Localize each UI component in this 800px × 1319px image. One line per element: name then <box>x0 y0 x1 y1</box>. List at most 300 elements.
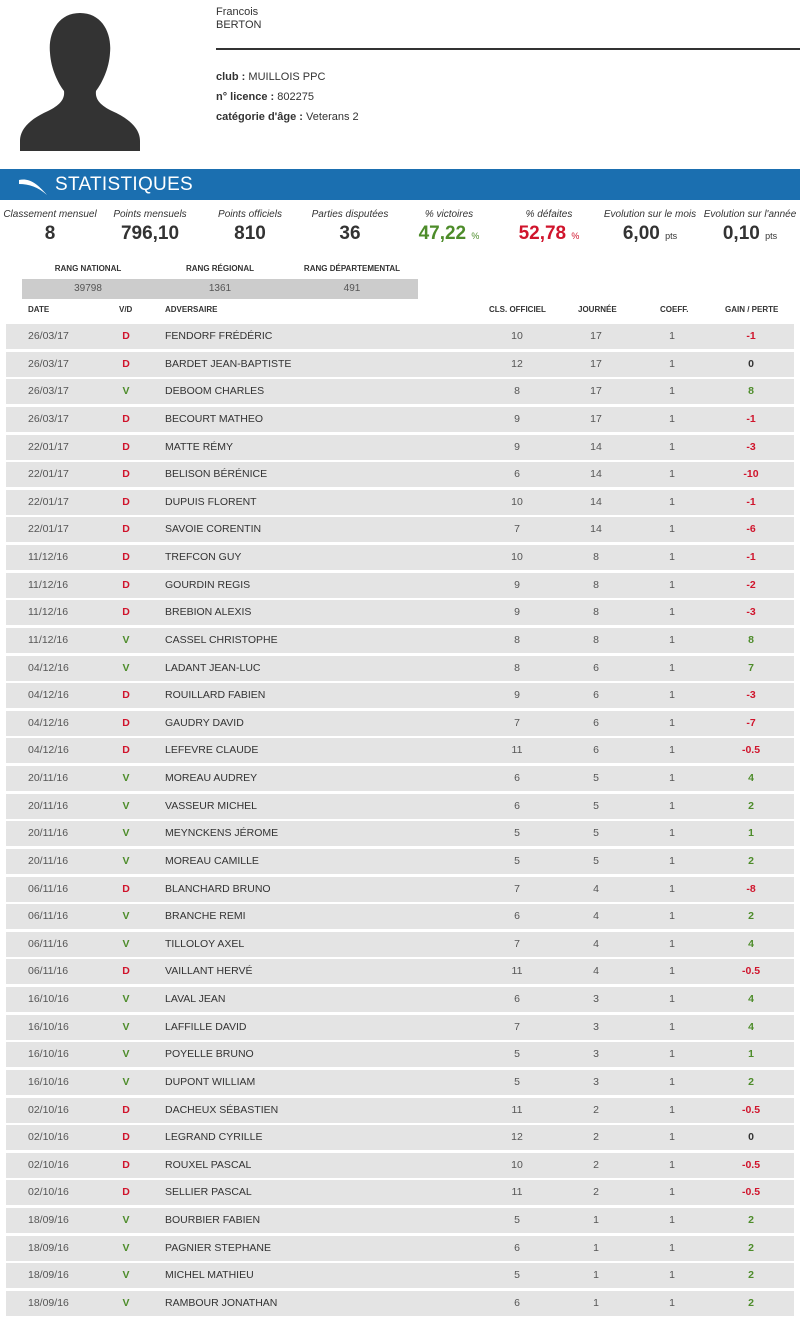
cell-adversaire: MOREAU AUDREY <box>165 772 258 784</box>
table-row <box>6 821 794 846</box>
stat-value <box>499 222 599 246</box>
cell-coeff: 1 <box>669 744 675 757</box>
cell-date: 18/09/16 <box>28 1241 69 1254</box>
cell-date: 16/10/16 <box>28 1075 69 1088</box>
cell-journee: 1 <box>593 1214 599 1226</box>
licence-line <box>216 91 359 111</box>
ranks-headers <box>22 263 418 279</box>
club-line <box>216 71 359 91</box>
cell-adversaire: PAGNIER STEPHANE <box>165 1241 271 1254</box>
stat-label: Points officiels <box>218 209 282 220</box>
cell-date: 18/09/16 <box>28 1214 69 1226</box>
table-row <box>6 1236 794 1261</box>
cell-journee: 4 <box>593 910 599 923</box>
cell-journee: 14 <box>590 468 602 481</box>
cell-journee: 14 <box>590 495 602 508</box>
cell-journee: 14 <box>590 440 602 453</box>
stat-item <box>499 208 599 246</box>
cell-coeff: 1 <box>669 1131 675 1144</box>
rank-national-value: 39798 <box>74 283 102 294</box>
cell-vd: D <box>122 468 130 481</box>
cell-vd: D <box>122 495 130 508</box>
cell-date: 16/10/16 <box>28 993 69 1005</box>
cell-cls-officiel: 7 <box>514 1020 520 1033</box>
cell-gain-perte: -7 <box>746 716 756 729</box>
cell-adversaire: GAUDRY DAVID <box>165 716 244 729</box>
cell-date: 20/11/16 <box>28 854 69 867</box>
stats-summary <box>0 208 800 253</box>
stat-item <box>600 208 700 246</box>
stat-number: 36 <box>339 223 361 244</box>
stat-unit: pts <box>665 231 678 241</box>
cell-coeff: 1 <box>669 495 675 508</box>
table-row <box>6 1125 794 1150</box>
cell-adversaire: DUPUIS FLORENT <box>165 495 257 508</box>
cell-date: 18/09/16 <box>28 1269 69 1282</box>
club-label: club : <box>216 71 246 83</box>
stat-value <box>200 222 300 246</box>
cell-date: 04/12/16 <box>28 716 69 729</box>
stat-value <box>0 222 100 246</box>
cell-journee: 3 <box>593 993 599 1005</box>
cell-gain-perte: 2 <box>748 1296 754 1309</box>
cell-vd: V <box>122 1269 130 1282</box>
cell-adversaire: VASSEUR MICHEL <box>165 799 257 812</box>
header-vd: V/D <box>119 305 133 314</box>
table-row <box>6 545 794 570</box>
table-row <box>6 379 794 404</box>
cell-gain-perte: -6 <box>746 523 756 536</box>
cell-journee: 6 <box>593 716 599 729</box>
cell-gain-perte: -0.5 <box>741 1186 761 1199</box>
cell-gain-perte: -0.5 <box>741 965 761 978</box>
cell-date: 02/10/16 <box>28 1158 69 1171</box>
cell-adversaire: MEYNCKENS JÉROME <box>165 827 279 840</box>
table-row <box>6 490 794 515</box>
cell-coeff: 1 <box>669 993 675 1005</box>
ranks-panel <box>22 263 418 299</box>
cell-coeff: 1 <box>669 1241 675 1254</box>
licence-label: n° licence : <box>216 91 275 103</box>
cell-coeff: 1 <box>669 606 675 619</box>
cell-journee: 2 <box>593 1186 599 1199</box>
cell-coeff: 1 <box>669 1103 675 1116</box>
stat-number: 52,78 <box>518 223 567 244</box>
cell-adversaire: BREBION ALEXIS <box>165 606 252 619</box>
cell-gain-perte: -1 <box>746 412 756 425</box>
cell-cls-officiel: 9 <box>514 578 520 591</box>
cell-adversaire: MOREAU CAMILLE <box>165 854 259 867</box>
cell-cls-officiel: 11 <box>511 1103 523 1116</box>
cell-journee: 4 <box>593 882 599 895</box>
cell-date: 26/03/17 <box>28 412 69 425</box>
cell-coeff: 1 <box>669 330 675 342</box>
cell-coeff: 1 <box>669 385 675 398</box>
cell-vd: D <box>122 551 130 563</box>
cell-cls-officiel: 10 <box>511 551 523 563</box>
cell-coeff: 1 <box>669 1269 675 1282</box>
cell-date: 20/11/16 <box>28 799 69 812</box>
cell-vd: V <box>122 1296 130 1309</box>
cell-journee: 8 <box>593 633 599 646</box>
stat-number: 0,10 <box>722 223 760 244</box>
cell-cls-officiel: 6 <box>514 468 520 481</box>
cell-vd: V <box>122 1214 130 1226</box>
cell-vd: D <box>122 965 130 978</box>
cell-coeff: 1 <box>669 799 675 812</box>
cell-coeff: 1 <box>669 661 675 674</box>
cell-cls-officiel: 12 <box>511 357 523 370</box>
cell-date: 11/12/16 <box>28 606 69 619</box>
cell-coeff: 1 <box>669 357 675 370</box>
cell-cls-officiel: 8 <box>514 385 520 398</box>
stat-label: Parties disputées <box>311 209 389 220</box>
cell-coeff: 1 <box>669 965 675 978</box>
cell-vd: V <box>122 1048 130 1061</box>
cell-date: 18/09/16 <box>28 1296 69 1309</box>
cell-gain-perte: -1 <box>746 330 756 342</box>
header-divider <box>216 48 800 50</box>
header-adversaire: ADVERSAIRE <box>165 305 218 314</box>
cell-coeff: 1 <box>669 854 675 867</box>
table-row <box>6 738 794 763</box>
stat-number: 47,22 <box>418 223 467 244</box>
category-value: Veterans 2 <box>306 111 359 123</box>
cell-cls-officiel: 10 <box>511 330 523 342</box>
cell-adversaire: SELLIER PASCAL <box>165 1186 252 1199</box>
cell-adversaire: LEGRAND CYRILLE <box>165 1131 263 1144</box>
cell-journee: 5 <box>593 827 599 840</box>
cell-adversaire: LAVAL JEAN <box>165 993 226 1005</box>
cell-cls-officiel: 5 <box>514 1048 520 1061</box>
cell-coeff: 1 <box>669 1186 675 1199</box>
stat-number: 796,10 <box>120 223 180 244</box>
cell-date: 06/11/16 <box>28 910 69 923</box>
cell-cls-officiel: 7 <box>514 937 520 950</box>
stat-value <box>600 222 700 246</box>
header-gain-perte: GAIN / PERTE <box>725 305 779 314</box>
cell-gain-perte: 2 <box>748 799 754 812</box>
stat-item <box>300 208 400 246</box>
licence-value: 802275 <box>277 91 314 103</box>
cell-adversaire: BLANCHARD BRUNO <box>165 882 271 895</box>
cell-gain-perte: 2 <box>748 1214 754 1226</box>
cell-coeff: 1 <box>669 551 675 563</box>
cell-journee: 1 <box>593 1296 599 1309</box>
cell-cls-officiel: 5 <box>514 1075 520 1088</box>
cell-coeff: 1 <box>669 910 675 923</box>
swoosh-icon <box>18 176 48 196</box>
cell-gain-perte: 8 <box>748 633 754 646</box>
table-row <box>6 656 794 681</box>
cell-coeff: 1 <box>669 1296 675 1309</box>
cell-date: 22/01/17 <box>28 440 69 453</box>
cell-coeff: 1 <box>669 633 675 646</box>
cell-gain-perte: -0.5 <box>741 1158 761 1171</box>
cell-journee: 4 <box>593 937 599 950</box>
cell-coeff: 1 <box>669 772 675 784</box>
cell-coeff: 1 <box>669 468 675 481</box>
cell-journee: 6 <box>593 689 599 702</box>
cell-vd: D <box>122 689 130 702</box>
cell-adversaire: GOURDIN REGIS <box>165 578 251 591</box>
table-row <box>6 877 794 902</box>
cell-cls-officiel: 7 <box>514 716 520 729</box>
cell-adversaire: ROUILLARD FABIEN <box>165 689 266 702</box>
cell-date: 04/12/16 <box>28 689 69 702</box>
stat-label: Evolution sur le mois <box>603 209 697 220</box>
cell-cls-officiel: 6 <box>514 910 520 923</box>
table-row <box>6 628 794 653</box>
cell-date: 02/10/16 <box>28 1103 69 1116</box>
cell-cls-officiel: 5 <box>514 854 520 867</box>
cell-adversaire: DEBOOM CHARLES <box>165 385 265 398</box>
cell-adversaire: RAMBOUR JONATHAN <box>165 1296 278 1309</box>
cell-gain-perte: -3 <box>746 440 756 453</box>
cell-date: 06/11/16 <box>28 882 69 895</box>
cell-vd: V <box>122 937 130 950</box>
cell-coeff: 1 <box>669 578 675 591</box>
cell-journee: 14 <box>590 523 602 536</box>
header-cls-officiel: CLS. OFFICIEL <box>489 305 546 314</box>
stat-number: 8 <box>44 223 56 244</box>
rank-departmental-label: RANG DÉPARTEMENTAL <box>303 264 401 273</box>
table-row <box>6 711 794 736</box>
table-row <box>6 932 794 957</box>
stat-value <box>300 222 400 246</box>
cell-journee: 17 <box>590 357 602 370</box>
cell-vd: D <box>122 1131 130 1144</box>
cell-vd: V <box>122 661 130 674</box>
cell-journee: 17 <box>590 412 602 425</box>
cell-journee: 1 <box>593 1241 599 1254</box>
cell-cls-officiel: 11 <box>511 965 523 978</box>
cell-journee: 2 <box>593 1158 599 1171</box>
first-name: Francois <box>216 6 259 18</box>
table-row <box>6 1042 794 1067</box>
cell-cls-officiel: 5 <box>514 1214 520 1226</box>
cell-vd: D <box>122 1186 130 1199</box>
cell-date: 11/12/16 <box>28 578 69 591</box>
header-journee: JOURNÉE <box>578 305 617 314</box>
cell-cls-officiel: 9 <box>514 689 520 702</box>
table-row <box>6 435 794 460</box>
cell-gain-perte: -1 <box>746 551 756 563</box>
cell-vd: V <box>122 1020 130 1033</box>
cell-coeff: 1 <box>669 440 675 453</box>
cell-gain-perte: -3 <box>746 606 756 619</box>
cell-journee: 3 <box>593 1048 599 1061</box>
table-row <box>6 794 794 819</box>
cell-date: 02/10/16 <box>28 1131 69 1144</box>
table-row <box>6 959 794 984</box>
profile-header <box>0 0 800 168</box>
stat-item <box>0 208 100 246</box>
cell-journee: 8 <box>593 578 599 591</box>
cell-vd: V <box>122 827 130 840</box>
cell-coeff: 1 <box>669 1158 675 1171</box>
cell-cls-officiel: 9 <box>514 412 520 425</box>
cell-gain-perte: -0.5 <box>741 1103 761 1116</box>
cell-adversaire: MICHEL MATHIEU <box>165 1269 254 1282</box>
cell-coeff: 1 <box>669 1048 675 1061</box>
cell-date: 22/01/17 <box>28 468 69 481</box>
cell-date: 11/12/16 <box>28 633 69 646</box>
table-row <box>6 683 794 708</box>
cell-gain-perte: 1 <box>748 827 754 840</box>
table-row <box>6 407 794 432</box>
cell-gain-perte: 2 <box>748 910 754 923</box>
cell-adversaire: SAVOIE CORENTIN <box>165 523 262 536</box>
rank-regional-label: RANG RÉGIONAL <box>186 264 254 273</box>
cell-gain-perte: 2 <box>748 854 754 867</box>
cell-gain-perte: 2 <box>748 1269 754 1282</box>
cell-vd: D <box>122 882 130 895</box>
table-row <box>6 600 794 625</box>
cell-gain-perte: 4 <box>748 1020 754 1033</box>
table-row <box>6 1153 794 1178</box>
cell-adversaire: FENDORF FRÉDÉRIC <box>165 330 273 342</box>
cell-gain-perte: 2 <box>748 1241 754 1254</box>
table-header <box>0 305 800 319</box>
cell-vd: D <box>122 744 130 757</box>
header-date: DATE <box>28 305 50 314</box>
cell-journee: 3 <box>593 1020 599 1033</box>
cell-coeff: 1 <box>669 523 675 536</box>
cell-adversaire: TILLOLOY AXEL <box>165 937 245 950</box>
cell-date: 22/01/17 <box>28 523 69 536</box>
cell-cls-officiel: 8 <box>514 633 520 646</box>
cell-date: 26/03/17 <box>28 330 69 342</box>
cell-journee: 17 <box>590 330 602 342</box>
table-row <box>6 1015 794 1040</box>
table-row <box>6 1180 794 1205</box>
table-row <box>6 987 794 1012</box>
category-line <box>216 111 359 131</box>
cell-vd: V <box>122 772 130 784</box>
stat-unit: % <box>571 231 580 241</box>
stat-value <box>399 222 499 246</box>
rank-departmental-value: 491 <box>343 283 361 294</box>
cell-coeff: 1 <box>669 689 675 702</box>
cell-vd: D <box>122 716 130 729</box>
cell-vd: D <box>122 1158 130 1171</box>
stat-label: Points mensuels <box>113 209 187 220</box>
cell-cls-officiel: 6 <box>514 772 520 784</box>
table-row <box>6 1263 794 1288</box>
cell-date: 06/11/16 <box>28 937 69 950</box>
cell-coeff: 1 <box>669 1075 675 1088</box>
cell-coeff: 1 <box>669 1214 675 1226</box>
table-row <box>6 1208 794 1233</box>
cell-date: 11/12/16 <box>28 551 69 563</box>
cell-date: 06/11/16 <box>28 965 69 978</box>
cell-coeff: 1 <box>669 716 675 729</box>
cell-adversaire: BARDET JEAN-BAPTISTE <box>165 357 292 370</box>
cell-gain-perte: 8 <box>748 385 754 398</box>
cell-adversaire: BELISON BÉRÉNICE <box>165 468 268 481</box>
stat-item <box>399 208 499 246</box>
table-row <box>6 573 794 598</box>
cell-gain-perte: -3 <box>746 689 756 702</box>
cell-vd: D <box>122 1103 130 1116</box>
cell-vd: V <box>122 385 130 398</box>
stat-number: 6,00 <box>622 223 660 244</box>
table-row <box>6 1070 794 1095</box>
cell-cls-officiel: 6 <box>514 799 520 812</box>
table-row <box>6 1291 794 1316</box>
cell-cls-officiel: 9 <box>514 606 520 619</box>
cell-cls-officiel: 12 <box>511 1131 523 1144</box>
cell-gain-perte: -2 <box>746 578 756 591</box>
cell-cls-officiel: 10 <box>511 1158 523 1171</box>
cell-coeff: 1 <box>669 827 675 840</box>
stat-number: 810 <box>234 223 266 244</box>
cell-coeff: 1 <box>669 412 675 425</box>
cell-coeff: 1 <box>669 882 675 895</box>
cell-adversaire: LAFFILLE DAVID <box>165 1020 247 1033</box>
cell-vd: V <box>122 1241 130 1254</box>
cell-journee: 5 <box>593 854 599 867</box>
cell-adversaire: MATTE RÉMY <box>165 440 234 453</box>
stat-label: % victoires <box>424 209 474 220</box>
stat-label: Evolution sur l'année <box>703 209 797 220</box>
cell-cls-officiel: 6 <box>514 1296 520 1309</box>
cell-date: 04/12/16 <box>28 661 69 674</box>
last-name: BERTON <box>216 19 262 31</box>
cell-date: 20/11/16 <box>28 772 69 784</box>
stat-value <box>700 222 800 246</box>
cell-adversaire: DACHEUX SÉBASTIEN <box>165 1103 279 1116</box>
cell-cls-officiel: 11 <box>511 1186 523 1199</box>
cell-gain-perte: 7 <box>748 661 754 674</box>
table-row <box>6 904 794 929</box>
cell-cls-officiel: 11 <box>511 744 523 757</box>
table-row <box>6 766 794 791</box>
cell-adversaire: BOURBIER FABIEN <box>165 1214 261 1226</box>
cell-gain-perte: 0 <box>748 1131 754 1144</box>
cell-journee: 2 <box>593 1103 599 1116</box>
cell-gain-perte: 4 <box>748 937 754 950</box>
stat-label: % défaites <box>525 209 573 220</box>
cell-cls-officiel: 10 <box>511 495 523 508</box>
cell-adversaire: TREFCON GUY <box>165 551 242 563</box>
cell-cls-officiel: 6 <box>514 1241 520 1254</box>
cell-gain-perte: 4 <box>748 772 754 784</box>
cell-adversaire: BECOURT MATHEO <box>165 412 264 425</box>
table-row <box>6 517 794 542</box>
cell-vd: V <box>122 1075 130 1088</box>
cell-vd: D <box>122 330 130 342</box>
table-row <box>6 1098 794 1123</box>
cell-vd: D <box>122 578 130 591</box>
player-details <box>216 71 359 131</box>
cell-gain-perte: -8 <box>746 882 756 895</box>
table-row <box>6 352 794 377</box>
stat-item <box>200 208 300 246</box>
cell-journee: 8 <box>593 606 599 619</box>
cell-date: 26/03/17 <box>28 357 69 370</box>
cell-gain-perte: 1 <box>748 1048 754 1061</box>
cell-date: 20/11/16 <box>28 827 69 840</box>
cell-adversaire: LEFEVRE CLAUDE <box>165 744 259 757</box>
cell-vd: D <box>122 606 130 619</box>
section-title: STATISTIQUES <box>55 174 194 195</box>
cell-journee: 1 <box>593 1269 599 1282</box>
avatar-silhouette-icon <box>18 11 142 151</box>
rank-national-label: RANG NATIONAL <box>54 264 122 273</box>
rank-regional-value: 1361 <box>208 283 232 294</box>
